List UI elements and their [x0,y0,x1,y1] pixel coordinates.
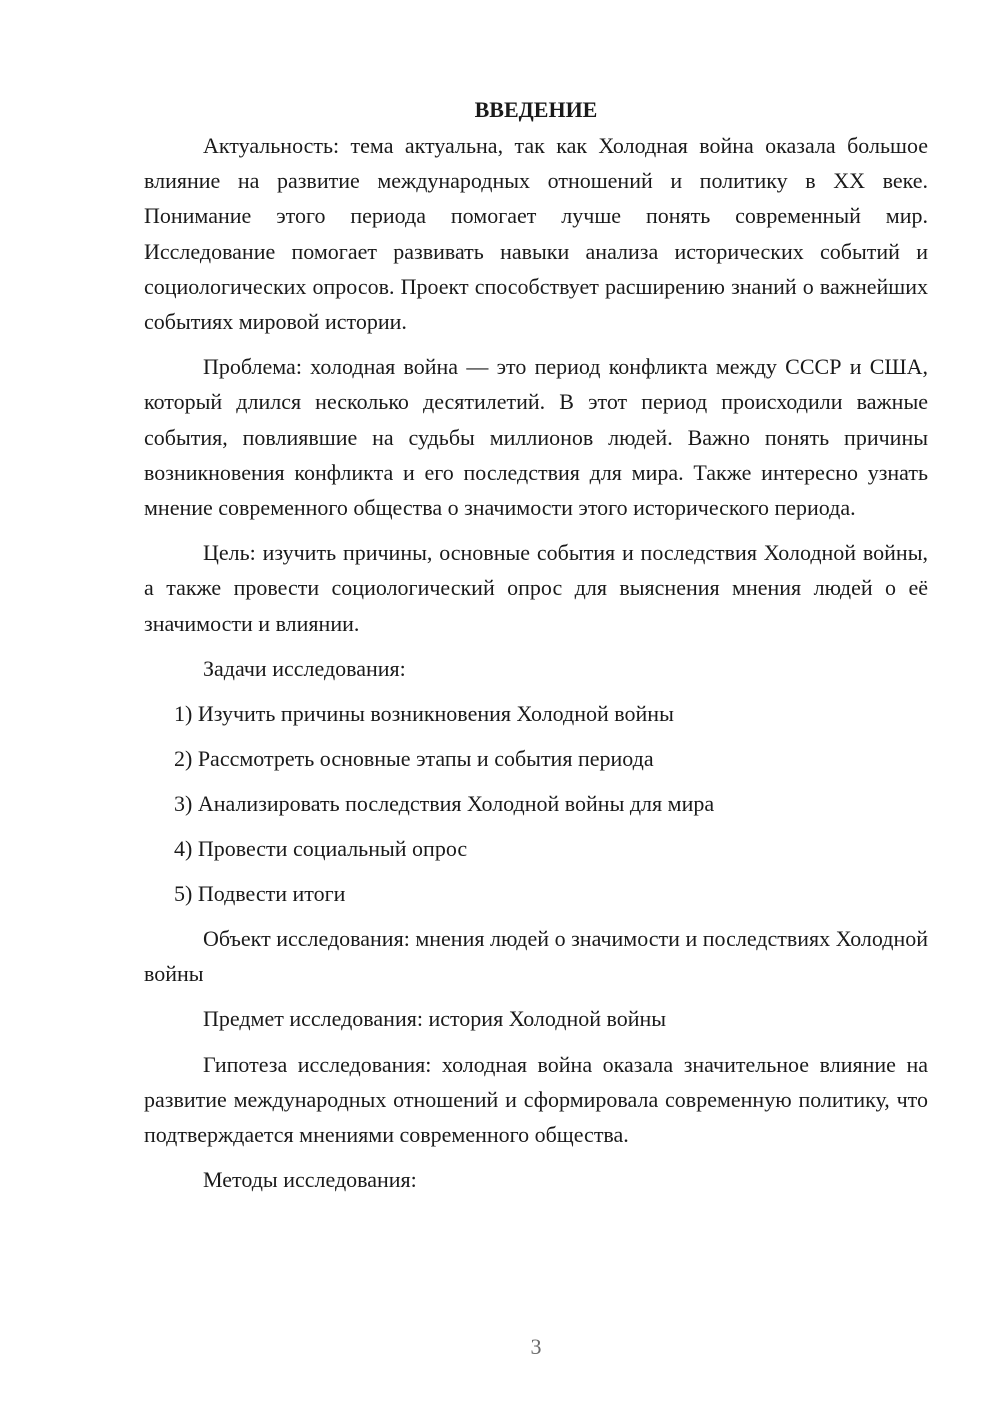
section-title: ВВЕДЕНИЕ [474,97,598,122]
paragraph-problem: Проблема: холодная война — это период конфликта между СССР и США, который длился несколько десятилетий. В этот период происходили важные события, повлиявшие на судьбы миллионов людей. Важно понять причины возникновения конфликта и его последствия для мира. Также интересно узнать мнение современного общества о значимости этого исторического периода. [144,354,928,521]
paragraph-hypothesis: Гипотеза исследования: холодная война оказала значительное влияние на развитие международных отношений и сформировала современную политику, что подтверждается мнениями современного общества. [144,1051,928,1148]
task-item: 5) Подвести итоги [174,881,346,907]
task-item: 2) Рассмотреть основные этапы и события периода [174,746,654,772]
task-item: 4) Провести социальный опрос [174,836,468,862]
tasks-heading: Задачи исследования: [203,655,406,681]
document-page [144,92,928,1207]
paragraph-goal: Цель: изучить причины, основные события и последствия Холодной войны, а также провести социологический опрос для выяснения мнения людей о её значимости и влиянии. [144,540,928,636]
paragraph-subject: Предмет исследования: история Холодной войны [203,1006,667,1032]
task-item: 1) Изучить причины возникновения Холодной войны [174,701,674,727]
methods-heading: Методы исследования: [203,1167,417,1193]
page-number: 3 [530,1334,542,1359]
paragraph-relevance: Актуальность: тема актуальна, так как Холодная война оказала большое влияние на развитие международных отношений и политику в XX веке. Понимание этого периода помогает лучше понять современный мир. Исследование помогает развивать навыки анализа исторических событий и социологических опросов. Проект способствует расширению знаний о важнейших событиях мировой истории. [144,133,928,335]
task-item: 3) Анализировать последствия Холодной войны для мира [174,791,715,817]
paragraph-object: Объект исследования: мнения людей о значимости и последствиях Холодной войны [144,926,928,987]
